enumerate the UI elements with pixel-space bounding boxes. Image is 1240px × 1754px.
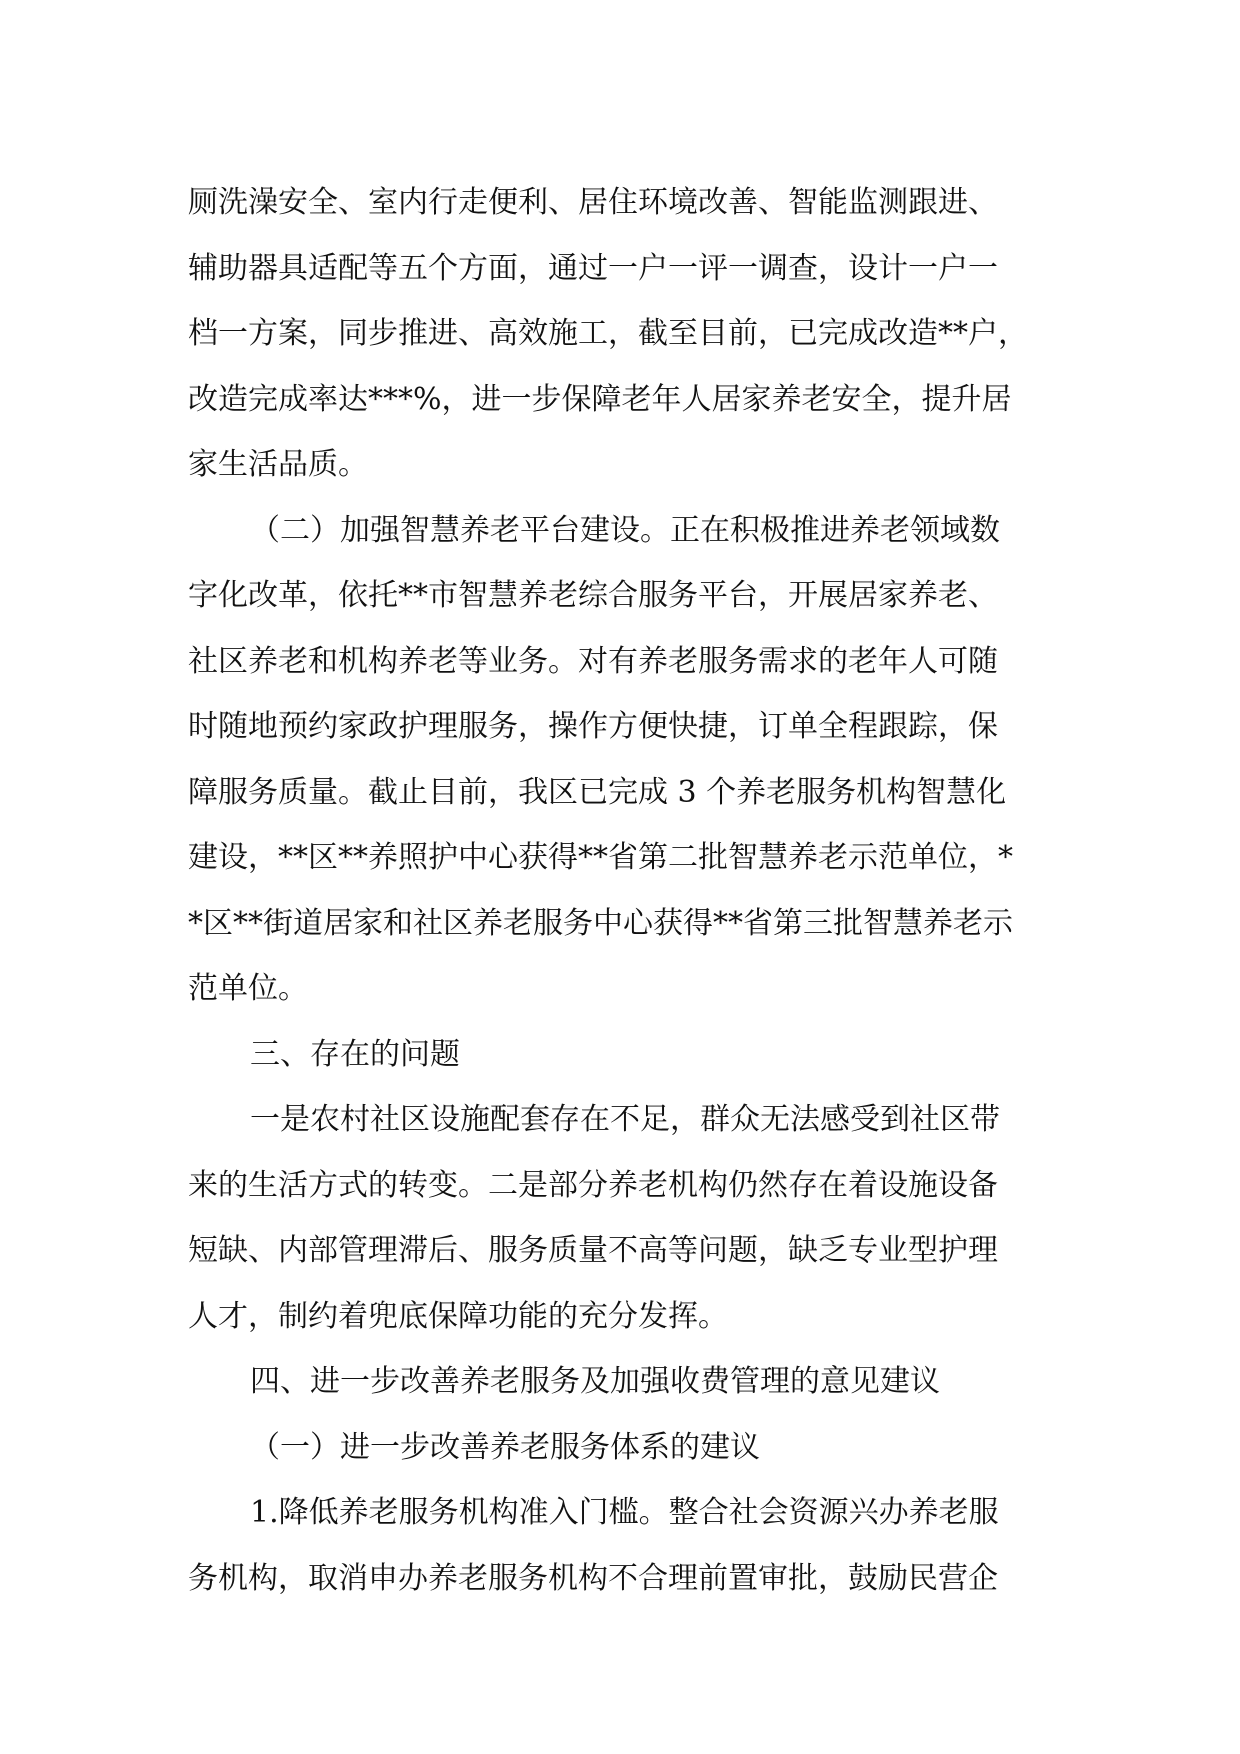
text-line: （一）进一步改善养老服务体系的建议	[250, 1429, 760, 1465]
text-line: 短缺、内部管理滞后、服务质量不高等问题，缺乏专业型护理	[188, 1233, 998, 1268]
text-line: 社区养老和机构养老等业务。对有养老服务需求的老年人可随	[188, 643, 998, 679]
text-line: *区**街道居家和社区养老服务中心获得**省第三批智慧养老示	[188, 905, 1013, 941]
text-line: 三、存在的问题	[250, 1036, 460, 1072]
text-line: 字化改革，依托**市智慧养老综合服务平台，开展居家养老、	[188, 578, 998, 613]
text-line: 一是农村社区设施配套存在不足，群众无法感受到社区带	[250, 1102, 1000, 1137]
text-line: 时随地预约家政护理服务，操作方便快捷，订单全程跟踪，保	[188, 709, 998, 744]
text-line: 1.降低养老服务机构准入门槛。整合社会资源兴办养老服	[250, 1495, 999, 1530]
text-line: 人才，制约着兜底保障功能的充分发挥。	[188, 1298, 728, 1334]
document-page	[188, 170, 1068, 1611]
text-line: 家生活品质。	[188, 447, 368, 482]
text-line: 来的生活方式的转变。二是部分养老机构仍然存在着设施设备	[188, 1167, 998, 1203]
text-line: 范单位。	[188, 971, 308, 1006]
text-line: 辅助器具适配等五个方面，通过一户一评一调查，设计一户一	[188, 250, 998, 286]
text-line: 四、进一步改善养老服务及加强收费管理的意见建议	[250, 1364, 940, 1399]
text-line: 厕洗澡安全、室内行走便利、居住环境改善、智能监测跟进、	[188, 185, 998, 220]
text-line: 档一方案，同步推进、高效施工，截至目前，已完成改造**户，	[188, 316, 1028, 351]
text-line: 改造完成率达***%，进一步保障老年人居家养老安全，提升居	[188, 381, 1012, 417]
text-line: 建设，**区**养照护中心获得**省第二批智慧养老示范单位，*	[188, 840, 1013, 875]
text-line: （二）加强智慧养老平台建设。正在积极推进养老领域数	[250, 512, 1000, 548]
text-line: 障服务质量。截止目前，我区已完成 3 个养老服务机构智慧化	[188, 774, 1007, 810]
text-line: 务机构，取消申办养老服务机构不合理前置审批，鼓励民营企	[188, 1560, 998, 1596]
